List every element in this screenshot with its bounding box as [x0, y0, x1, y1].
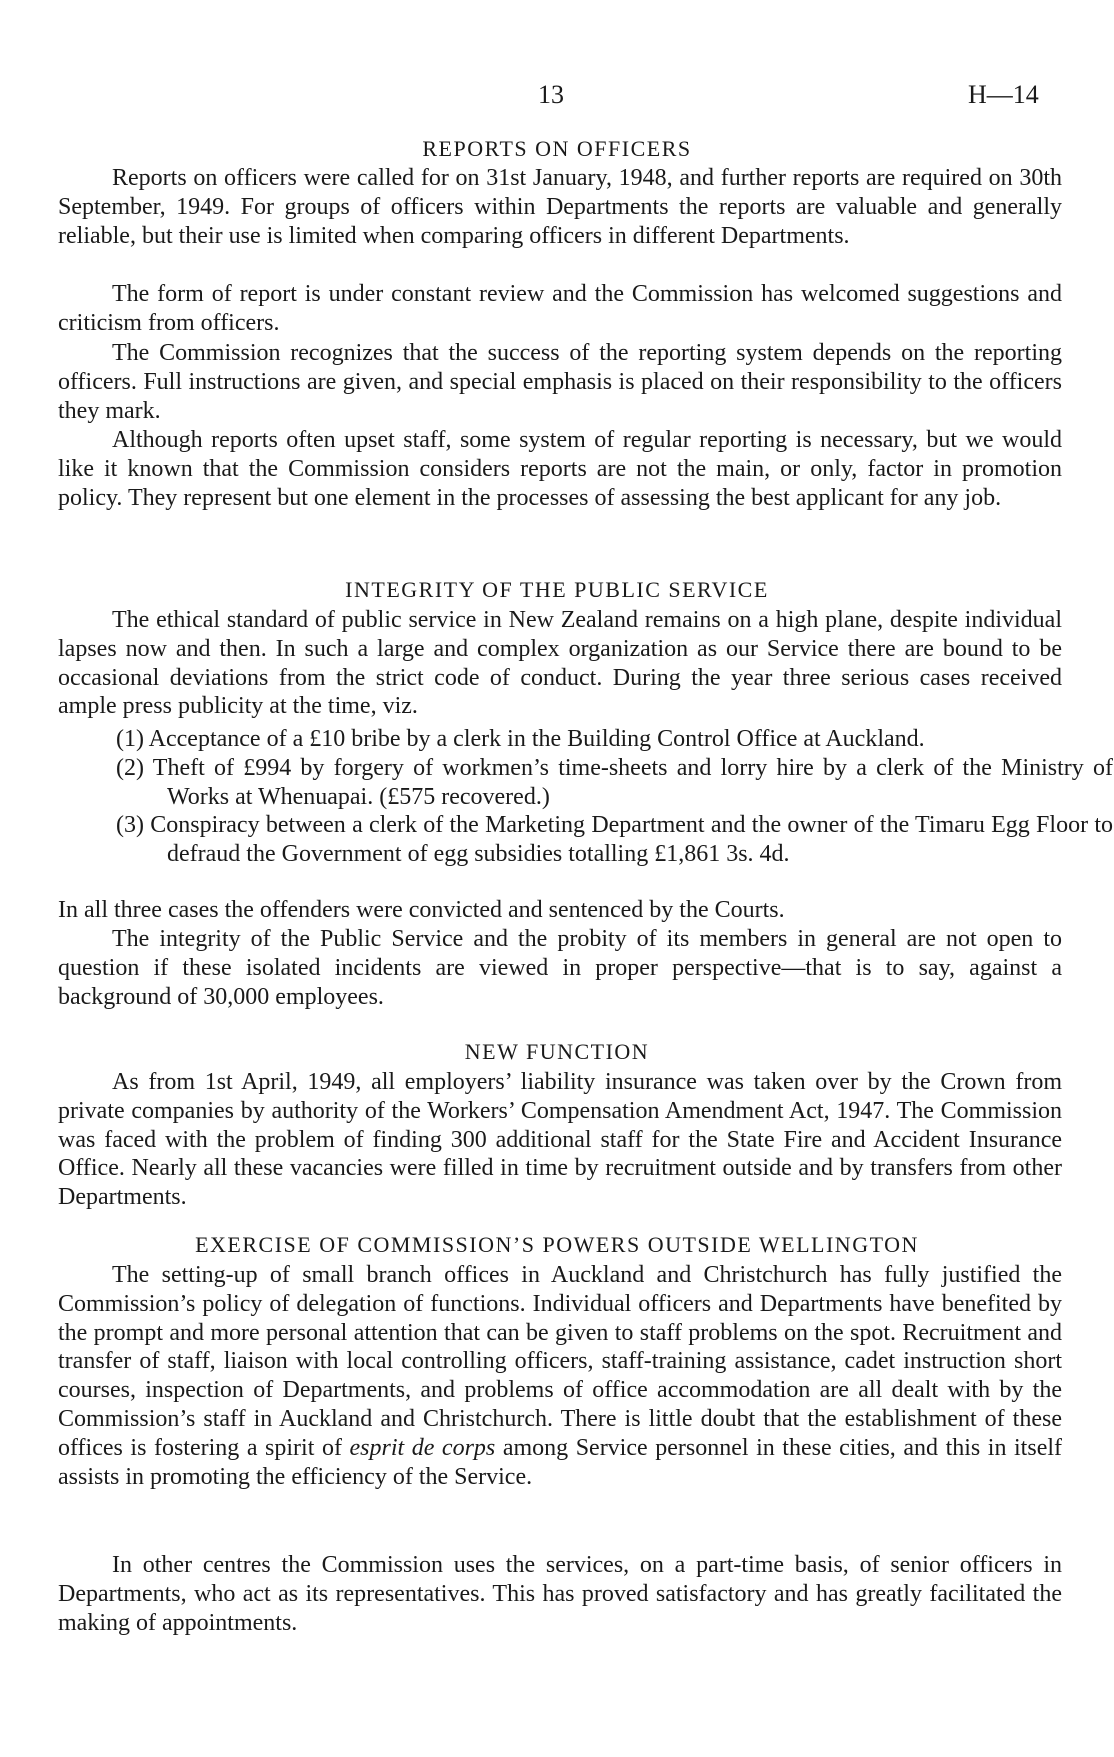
paragraph — [58, 1261, 1062, 1491]
paragraph: Reports on officers were called for on 31st January, 1948, and further reports are required on 30th September, 1949. For groups of officers within Departments the reports are valuable and generally reliable, but their use is limited when comparing officers in different Departments. — [58, 165, 1062, 249]
section-heading-exercise: EXERCISE OF COMMISSION’S POWERS OUTSIDE WELLINGTON — [195, 1232, 919, 1257]
paragraph: The form of report is under constant review and the Commission has welcomed suggestions and criticism from officers. — [58, 281, 1062, 336]
paragraph: The ethical standard of public service in New Zealand remains on a high plane, despite individual lapses now and then. In such a large and complex organization as our Service there are bound to be occasional deviations from the strict code of conduct. During the year three serious cases received ample press publicity at the time, viz. — [58, 607, 1062, 720]
section-heading-new-function: NEW FUNCTION — [464, 1039, 650, 1064]
paragraph-text: The setting-up of small branch offices in Auckland and Christchurch has fully justified the Commission’s policy of delegation of functions. Individual officers and Departments have benefited by the prompt and more personal attention that can be given to staff problems on the spot. Recruitment and transfer of staff, liaison with local controlling officers, staff-training assistance, cadet instruction short courses, inspection of Departments, and problems of office accommodation are all dealt with by the Commission’s staff in Auckland and Christchurch. There is little doubt that the establishment of these offices is fostering a spirit of — [58, 1262, 1062, 1461]
section-heading-integrity: INTEGRITY OF THE PUBLIC SERVICE — [345, 577, 769, 602]
section-heading-reports: REPORTS ON OFFICERS — [422, 136, 692, 161]
paragraph: The Commission recognizes that the success of the reporting system depends on the reporting officers. Full instructions are given, and special emphasis is placed on their responsibility to the officers they mark. — [58, 340, 1062, 424]
paragraph: In other centres the Commission uses the services, on a part-time basis, of senior officers in Departments, who act as its representatives. This has proved satisfactory and has greatly facilitated the making of appointments. — [58, 1552, 1062, 1636]
list-item: (2) Theft of £994 by forgery of workmen’s time-sheets and lorry hire by a clerk of the Ministry of Works at Whenuapai. (£575 recovered.) — [116, 755, 1113, 810]
list-item: (3) Conspiracy between a clerk of the Marketing Department and the owner of the Timaru Egg Floor to defraud the Government of egg subsidies totalling £1,861 3s. 4d. — [116, 812, 1113, 867]
paragraph: As from 1st April, 1949, all employers’ liability insurance was taken over by the Crown from private companies by authority of the Workers’ Compensation Amendment Act, 1947. The Commission was faced with the problem of finding 300 additional staff for the State Fire and Accident Insurance Office. Nearly all these vacancies were filled in time by recruitment outside and by transfers from other Departments. — [58, 1069, 1062, 1211]
italic-phrase: esprit de corps — [349, 1434, 496, 1461]
document-reference: H—14 — [968, 80, 1039, 109]
list-item: (1) Acceptance of a £10 bribe by a clerk in the Building Control Office at Auckland. — [116, 726, 925, 752]
paragraph: Although reports often upset staff, some system of regular reporting is necessary, but we would like it known that the Commission considers reports are not the main, or only, factor in promotion policy. They represent but one element in the processes of assessing the best applicant for any job. — [58, 427, 1062, 511]
paragraph: In all three cases the offenders were convicted and sentenced by the Courts. — [58, 897, 785, 923]
paragraph-text: among Service personnel in these cities, and this in itself assists in promoting the efficiency of the Service. — [58, 1434, 1063, 1490]
paragraph: The integrity of the Public Service and the probity of its members in general are not open to question if these isolated incidents are viewed in proper perspective—that is to say, against a background of 30,000 employees. — [58, 926, 1062, 1010]
page-number: 13 — [538, 80, 564, 109]
